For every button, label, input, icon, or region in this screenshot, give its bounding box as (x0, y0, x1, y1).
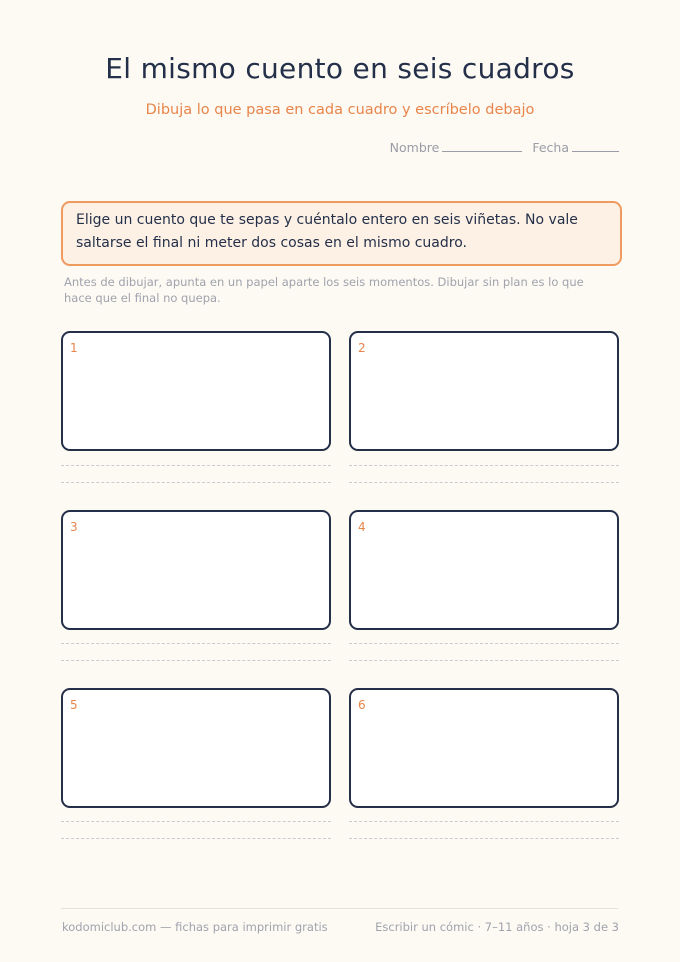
panel-number: 5 (70, 698, 78, 712)
writing-line[interactable] (349, 643, 619, 644)
panel-group-1 (61, 331, 331, 451)
writing-line[interactable] (61, 838, 331, 839)
writing-line[interactable] (349, 838, 619, 839)
comic-panel-5[interactable] (61, 688, 331, 808)
writing-line[interactable] (61, 821, 331, 822)
panel-number: 6 (358, 698, 366, 712)
footer-site-credit: kodomiclub.com — fichas para imprimir gratis (62, 920, 328, 934)
planning-note: Antes de dibujar, apunta en un papel aparte los seis momentos. Dibujar sin plan es lo que hace que el final no quepa. (64, 275, 584, 305)
panel-group-5 (61, 688, 331, 808)
writing-line[interactable] (349, 821, 619, 822)
comic-panel-3[interactable] (61, 510, 331, 630)
panel-number: 4 (358, 520, 366, 534)
comic-panel-6[interactable] (349, 688, 619, 808)
writing-line[interactable] (61, 465, 331, 466)
panel-number: 1 (70, 341, 78, 355)
writing-line[interactable] (61, 643, 331, 644)
panel-group-2 (349, 331, 619, 451)
panel-group-3 (61, 510, 331, 630)
date-field[interactable] (532, 139, 619, 155)
writing-line[interactable] (61, 482, 331, 483)
comic-panel-2[interactable] (349, 331, 619, 451)
footer-sheet-info: Escribir un cómic · 7–11 años · hoja 3 de 3 (375, 920, 619, 934)
name-field[interactable] (390, 139, 523, 155)
page-title: El mismo cuento en seis cuadros (105, 52, 575, 85)
date-line (572, 139, 619, 152)
panel-group-4 (349, 510, 619, 630)
writing-line[interactable] (61, 660, 331, 661)
name-line (442, 139, 522, 152)
date-label: Fecha (532, 140, 569, 155)
panel-number: 3 (70, 520, 78, 534)
comic-panel-4[interactable] (349, 510, 619, 630)
name-date-fields (390, 139, 619, 155)
panel-number: 2 (358, 341, 366, 355)
footer-divider (61, 908, 618, 909)
page-subtitle: Dibuja lo que pasa en cada cuadro y escríbelo debajo (145, 102, 535, 118)
writing-line[interactable] (349, 465, 619, 466)
panel-group-6 (349, 688, 619, 808)
instruction-box: Elige un cuento que te sepas y cuéntalo entero en seis viñetas. No vale saltarse el final ni meter dos cosas en el mismo cuadro. (61, 201, 622, 266)
name-label: Nombre (389, 140, 440, 155)
writing-line[interactable] (349, 660, 619, 661)
writing-line[interactable] (349, 482, 619, 483)
comic-panel-1[interactable] (61, 331, 331, 451)
